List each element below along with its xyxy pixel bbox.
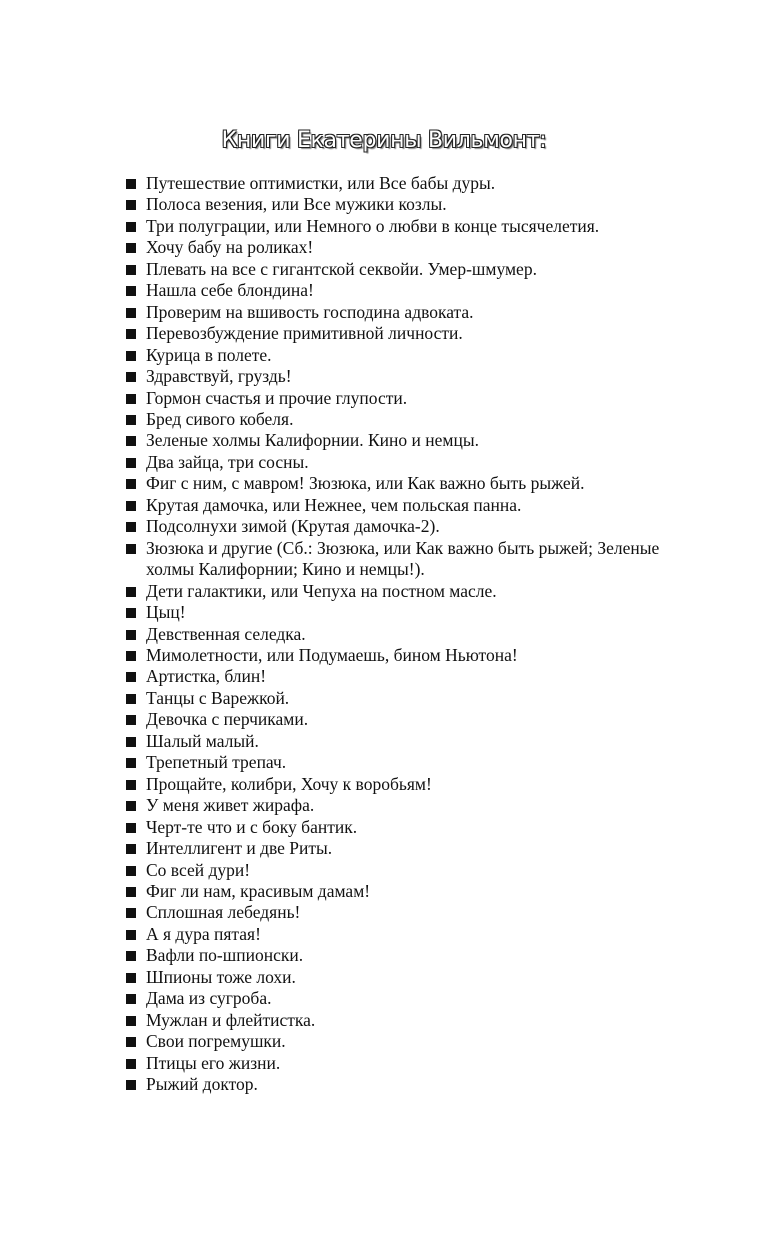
book-list-item (126, 709, 686, 730)
book-title: Подсолнухи зимой (Крутая дамочка-2). (146, 516, 440, 537)
black-square-bullet-icon (126, 758, 136, 768)
black-square-bullet-icon (126, 608, 136, 618)
book-list-item (126, 409, 686, 430)
black-square-bullet-icon (126, 265, 136, 275)
book-list-item (126, 302, 686, 323)
book-list-item (126, 624, 686, 645)
book-list-item (126, 838, 686, 859)
black-square-bullet-icon (126, 458, 136, 468)
book-title: Птицы его жизни. (146, 1052, 281, 1073)
book-list-item (126, 237, 686, 258)
black-square-bullet-icon (126, 715, 136, 725)
book-title: Цыц! (146, 602, 186, 623)
book-title: Прощайте, колибри, Хочу к воробьям! (146, 773, 432, 794)
black-square-bullet-icon (126, 351, 136, 361)
black-square-bullet-icon (126, 1016, 136, 1026)
page-title: Книги Екатерины Вильмонт: (221, 128, 547, 153)
book-list (126, 173, 686, 1095)
book-list-item (126, 323, 686, 344)
book-list-item (126, 602, 686, 623)
black-square-bullet-icon (126, 801, 136, 811)
black-square-bullet-icon (126, 1059, 136, 1069)
black-square-bullet-icon (126, 866, 136, 876)
book-title: Рыжий доктор. (146, 1074, 258, 1095)
black-square-bullet-icon (126, 737, 136, 747)
black-square-bullet-icon (126, 1080, 136, 1090)
book-list-item (126, 945, 686, 966)
black-square-bullet-icon (126, 908, 136, 918)
black-square-bullet-icon (126, 1037, 136, 1047)
book-title: Два зайца, три сосны. (146, 451, 309, 472)
book-list-item (126, 731, 686, 752)
black-square-bullet-icon (126, 973, 136, 983)
book-list-item (126, 430, 686, 451)
book-list-item (126, 1053, 686, 1074)
book-title: У меня живет жирафа. (146, 795, 315, 816)
book-list-item (126, 860, 686, 881)
book-title: Гормон счастья и прочие глупости. (146, 387, 408, 408)
book-title: Нашла себе блондина! (146, 280, 314, 301)
book-list-item (126, 194, 686, 215)
book-title: Шпионы тоже лохи. (146, 966, 296, 987)
black-square-bullet-icon (126, 200, 136, 210)
book-title: Три полуграции, или Немного о любви в конце тысячелетия. (146, 215, 600, 236)
book-list-item (126, 452, 686, 473)
book-list-item (126, 666, 686, 687)
black-square-bullet-icon (126, 501, 136, 511)
black-square-bullet-icon (126, 394, 136, 404)
book-title: Свои погремушки. (146, 1031, 286, 1052)
book-title: Вафли по-шпионски. (146, 945, 304, 966)
black-square-bullet-icon (126, 887, 136, 897)
book-title: Плевать на все с гигантской секвойи. Умер-шмумер. (146, 258, 537, 279)
book-title: Интеллигент и две Риты. (146, 838, 333, 859)
book-list-item (126, 774, 686, 795)
book-title: Проверим на вшивость господина адвоката. (146, 301, 474, 322)
black-square-bullet-icon (126, 222, 136, 232)
book-list-item (126, 817, 686, 838)
book-title: Курица в полете. (146, 344, 272, 365)
black-square-bullet-icon (126, 544, 136, 554)
book-title: Крутая дамочка, или Нежнее, чем польская панна. (146, 494, 522, 515)
book-title: Танцы с Варежкой. (146, 687, 290, 708)
book-title: Девственная селедка. (146, 623, 306, 644)
black-square-bullet-icon (126, 179, 136, 189)
book-title: Зеленые холмы Калифорнии. Кино и немцы. (146, 430, 479, 451)
book-list-item (126, 688, 686, 709)
book-list-item (126, 388, 686, 409)
book-list-item (126, 1074, 686, 1095)
book-list-item (126, 366, 686, 387)
book-title: Трепетный трепач. (146, 752, 287, 773)
book-title: Дети галактики, или Чепуха на постном масле. (146, 580, 497, 601)
book-list-item (126, 259, 686, 280)
book-title: Фиг с ним, с мавром! Зюзюка, или Как важно быть рыжей. (146, 473, 585, 494)
book-list-item (126, 538, 686, 581)
book-list-item (126, 924, 686, 945)
black-square-bullet-icon (126, 243, 136, 253)
black-square-bullet-icon (126, 522, 136, 532)
black-square-bullet-icon (126, 823, 136, 833)
book-list-item (126, 1010, 686, 1031)
book-title: Черт-те что и с боку бантик. (146, 816, 358, 837)
book-list-item (126, 516, 686, 537)
black-square-bullet-icon (126, 694, 136, 704)
black-square-bullet-icon (126, 372, 136, 382)
book-title: Хочу бабу на роликах! (146, 237, 314, 258)
black-square-bullet-icon (126, 951, 136, 961)
book-list-item (126, 173, 686, 194)
book-title: Зюзюка и другие (Сб.: Зюзюка, или Как важно быть рыжей; Зеленые холмы Калифорнии; Кино и немцы!). (146, 537, 660, 580)
book-list-item (126, 280, 686, 301)
black-square-bullet-icon (126, 630, 136, 640)
book-list-item (126, 752, 686, 773)
book-list-item (126, 1031, 686, 1052)
black-square-bullet-icon (126, 651, 136, 661)
book-title: Путешествие оптимистки, или Все бабы дуры. (146, 173, 496, 193)
black-square-bullet-icon (126, 587, 136, 597)
book-list-item (126, 581, 686, 602)
black-square-bullet-icon (126, 308, 136, 318)
black-square-bullet-icon (126, 672, 136, 682)
book-title: Артистка, блин! (146, 666, 267, 687)
book-list-item (126, 495, 686, 516)
book-title: Бред сивого кобеля. (146, 408, 294, 429)
book-title: Мимолетности, или Подумаешь, бином Ньютона! (146, 644, 518, 665)
book-title: Перевозбуждение примитивной личности. (146, 323, 463, 344)
black-square-bullet-icon (126, 286, 136, 296)
book-title: Здравствуй, груздь! (146, 366, 292, 387)
book-title: Дама из сугроба. (146, 988, 272, 1009)
book-title: Мужлан и флейтистка. (146, 1009, 316, 1030)
book-title: Девочка с перчиками. (146, 709, 309, 730)
black-square-bullet-icon (126, 436, 136, 446)
book-title: Сплошная лебедянь! (146, 902, 301, 923)
book-title: Полоса везения, или Все мужики козлы. (146, 194, 447, 215)
book-list-item (126, 988, 686, 1009)
book-title: Со всей дури! (146, 859, 251, 880)
book-list-item (126, 902, 686, 923)
black-square-bullet-icon (126, 479, 136, 489)
book-title: Фиг ли нам, красивым дамам! (146, 880, 371, 901)
book-title: А я дура пятая! (146, 923, 261, 944)
book-list-item (126, 216, 686, 237)
book-list-item (126, 345, 686, 366)
black-square-bullet-icon (126, 994, 136, 1004)
black-square-bullet-icon (126, 780, 136, 790)
book-title: Шалый малый. (146, 730, 259, 751)
black-square-bullet-icon (126, 930, 136, 940)
book-list-item (126, 795, 686, 816)
book-list-item (126, 645, 686, 666)
black-square-bullet-icon (126, 415, 136, 425)
black-square-bullet-icon (126, 844, 136, 854)
book-list-item (126, 473, 686, 494)
book-list-item (126, 967, 686, 988)
black-square-bullet-icon (126, 329, 136, 339)
book-list-item (126, 881, 686, 902)
